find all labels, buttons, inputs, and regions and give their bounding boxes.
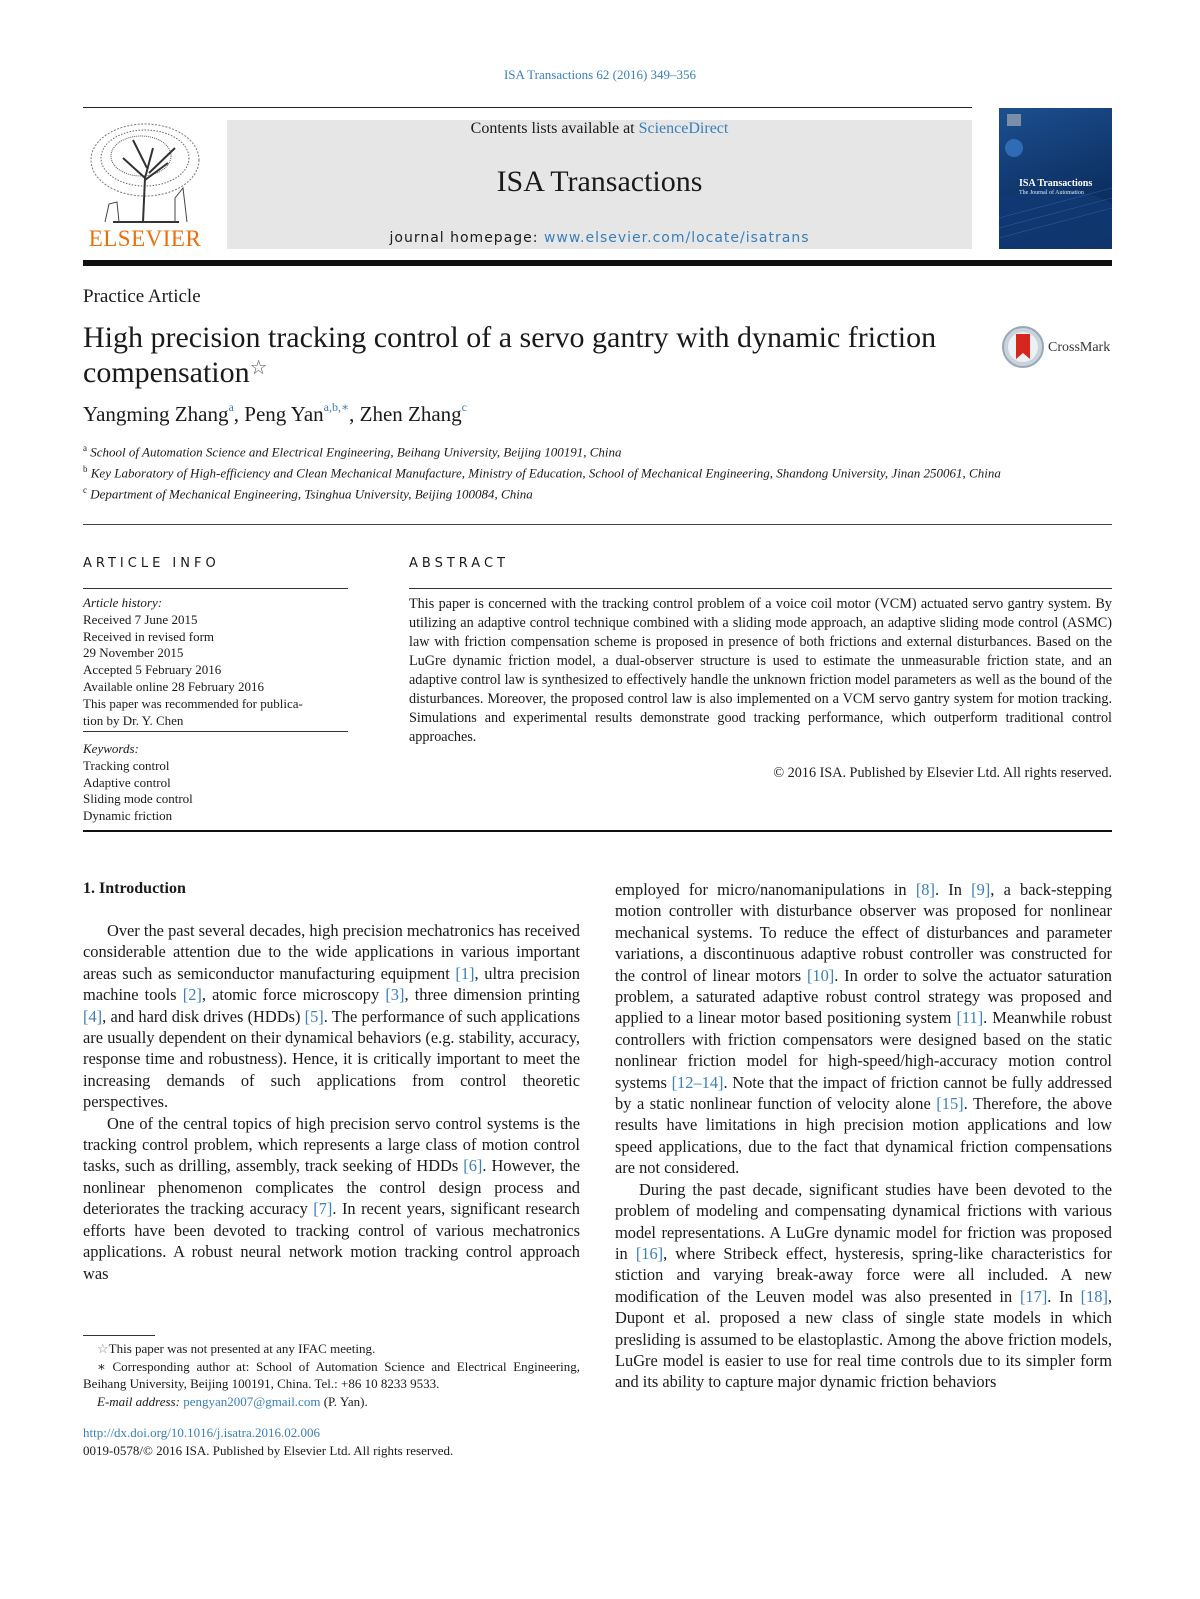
homepage-line	[227, 230, 972, 246]
journal-name: ISA Transactions	[496, 165, 703, 198]
citation-link[interactable]: [16]	[635, 1243, 664, 1263]
article-title-text: High precision tracking control of a servo gantry with dynamic friction compensation	[83, 321, 937, 389]
paragraph	[615, 879, 1112, 1179]
cover-title: ISA Transactions	[1019, 178, 1093, 189]
title-footnote-mark[interactable]: ☆	[249, 357, 268, 379]
paragraph-text: . In recent years, significant research efforts have been devoted to tracking control of various mechatronics applications. A robust neural network motion tracking control approach was	[83, 1199, 580, 1283]
keywords	[83, 741, 348, 825]
history-line: Received 7 June 2015	[83, 611, 198, 627]
footnotes	[83, 1340, 580, 1410]
email-suffix: (P. Yan).	[320, 1393, 368, 1409]
citation-link[interactable]: [18]	[1080, 1286, 1108, 1306]
crossmark-badge[interactable]	[1001, 325, 1117, 369]
divider	[409, 588, 1112, 589]
divider	[83, 731, 348, 732]
citation-link[interactable]: [12–14]	[671, 1072, 724, 1092]
history-label: Article history:	[83, 595, 163, 610]
article-title	[83, 320, 963, 390]
crossmark-icon	[1001, 325, 1045, 369]
article-history	[83, 595, 348, 729]
elsevier-tree-icon	[83, 118, 207, 226]
author-name: Yangming Zhang	[83, 402, 229, 426]
citation-link[interactable]: [1]	[455, 963, 475, 983]
citation-link[interactable]: [5]	[304, 1006, 324, 1026]
citation-link[interactable]: [10]	[806, 965, 835, 985]
journal-banner	[227, 120, 972, 249]
footnote-rule	[83, 1335, 155, 1336]
affiliation-mark: b	[83, 463, 88, 474]
running-citation[interactable]: ISA Transactions 62 (2016) 349–356	[503, 67, 697, 82]
paragraph-text: , a back-stepping motion controller with disturbance observer was proposed for nonlinear mechanical systems. To reduce the effect of disturbances and parameter variations, a discontinuous adaptive robust controller was constructed for the control of linear motors	[615, 880, 1112, 985]
paragraph-text: . In	[934, 880, 972, 899]
keyword: Tracking control	[83, 757, 170, 773]
footnote	[83, 1358, 580, 1393]
header-rule	[83, 107, 972, 108]
history-line: Available online 28 February 2016	[83, 678, 264, 694]
citation-link[interactable]: [4]	[83, 1006, 103, 1026]
article-info-heading: ARTICLE INFO	[83, 556, 220, 571]
paragraph-text: Over the past several decades, high precision mechatronics has received considerable attention due to the wide applications in various important areas such as semiconductor manufacturing equipment	[83, 921, 580, 983]
citation-link[interactable]: [9]	[971, 880, 991, 899]
keyword: Dynamic friction	[83, 808, 173, 824]
citation-link[interactable]: [11]	[956, 1008, 984, 1028]
citation-link[interactable]: [8]	[915, 880, 935, 899]
sciencedirect-link[interactable]: ScienceDirect	[638, 120, 729, 137]
author-name: Peng Yan	[244, 402, 324, 426]
cover-subtitle: The Journal of Automation	[1019, 190, 1084, 196]
crossmark-label: CrossMark	[1048, 340, 1111, 355]
paragraph	[83, 920, 580, 1113]
contents-line	[227, 120, 972, 138]
affiliation-text: School of Automation Science and Electrical Engineering, Beihang University, Beijing 100191, China	[90, 444, 622, 460]
paragraph-text: . In	[1047, 1286, 1081, 1306]
history-line: tion by Dr. Y. Chen	[83, 712, 184, 728]
paragraph-text: One of the central topics of high precision servo control systems is the tracking control problem, which represents a large class of motion control tasks, such as drilling, assembly, track seeking of HDDs	[83, 1113, 580, 1176]
affiliation-text: Key Laboratory of High-efficiency and Clean Mechanical Manufacture, Ministry of Education, School of Mechanical Engineering, Shandong University, Jinan 250061, China	[90, 465, 1001, 481]
homepage-link[interactable]: www.elsevier.com/locate/isatrans	[543, 230, 810, 246]
paragraph-text: . Note that the impact of friction cannot be fully addressed by a static nonlinear function of velocity alone	[615, 1072, 1113, 1114]
citation-link[interactable]: [2]	[182, 985, 202, 1005]
doi-block	[83, 1424, 453, 1459]
journal-cover-image[interactable]	[999, 108, 1112, 249]
paragraph-text: , Dupont et al. proposed a new class of single state models in which presliding is assumed to be elastoplastic. Among the above friction models, LuGre model is easier to use for real time controls due to its simpler form and its ability to capture major dynamic friction behaviors	[615, 1286, 1113, 1392]
email-label: E-mail address:	[97, 1393, 184, 1409]
keyword: Sliding mode control	[83, 791, 193, 807]
footnote-text: Corresponding author at: School of Automation Science and Electrical Engineering, Beihang University, Beijing 100191, China. Tel.: +86 10 8233 9533.	[83, 1358, 581, 1391]
affiliation	[83, 482, 1013, 503]
article-type: Practice Article	[83, 286, 201, 307]
footnote	[83, 1393, 580, 1411]
abstract-heading: ABSTRACT	[409, 556, 509, 571]
history-line: 29 November 2015	[83, 645, 184, 661]
abstract-copyright: © 2016 ISA. Published by Elsevier Ltd. All rights reserved.	[773, 765, 1112, 781]
author-affil-link[interactable]: a,b,∗	[323, 400, 350, 414]
affiliations	[83, 440, 1013, 502]
paragraph-text: , atomic force microscopy	[201, 985, 386, 1005]
keywords-label: Keywords:	[83, 741, 139, 756]
issn-line: 0019-0578/© 2016 ISA. Published by Elsevier Ltd. All rights reserved.	[83, 1442, 454, 1458]
paragraph-text: . However, the nonlinear phenomenon complicates the control design process and deteriorates the tracking accuracy	[83, 1156, 580, 1219]
paragraph-text: . The performance of such applications are usually dependent on their dynamical behaviors (e.g. stability, accuracy, response time and robustness). Hence, it is critically important to meet the increasing demands of such applications from control theoretic perspectives.	[83, 1006, 580, 1112]
history-line: Accepted 5 February 2016	[83, 662, 222, 678]
citation-link[interactable]: [3]	[385, 985, 405, 1005]
affiliation-mark: a	[83, 443, 87, 453]
section-heading: 1. Introduction	[83, 880, 186, 897]
paragraph-text: , and hard disk drives (HDDs)	[102, 1006, 305, 1026]
paragraph-text: . Meanwhile robust controllers with friction compensators were designed based on the static nonlinear friction model for high-speed/high-accuracy motion control systems	[615, 1008, 1112, 1092]
homepage-prefix: journal homepage:	[389, 230, 544, 246]
footnote	[83, 1340, 580, 1358]
citation-link[interactable]: [6]	[463, 1156, 483, 1176]
elsevier-wordmark: ELSEVIER	[88, 226, 202, 251]
paragraph-text: , three dimension printing	[404, 985, 581, 1005]
doi-link[interactable]: http://dx.doi.org/10.1016/j.isatra.2016.02.006	[83, 1425, 321, 1440]
affiliation	[83, 440, 1013, 461]
citation-link[interactable]: [15]	[936, 1094, 964, 1114]
footnote-text: This paper was not presented at any IFAC meeting.	[108, 1341, 376, 1356]
email-link[interactable]: pengyan2007@gmail.com	[183, 1393, 321, 1409]
divider	[83, 588, 348, 589]
citation-link[interactable]: [7]	[313, 1199, 333, 1219]
paragraph	[83, 1113, 580, 1284]
footnote-mark: ☆	[97, 1341, 109, 1356]
citation-link[interactable]: [17]	[1019, 1286, 1048, 1306]
header-thick-rule	[83, 260, 1112, 266]
affiliation-mark: c	[83, 484, 87, 495]
paragraph-text: . In order to solve the actuator saturation problem, a saturated adaptive robust control strategy was proposed and applied to a linear motor based positioning system	[615, 965, 1112, 1028]
keyword: Adaptive control	[83, 774, 171, 790]
affiliation-text: Department of Mechanical Engineering, Tsinghua University, Beijing 100084, China	[90, 485, 533, 501]
author-affil-link[interactable]: c	[461, 400, 467, 414]
divider	[83, 524, 1112, 525]
author-name: Zhen Zhang	[359, 402, 462, 426]
affiliation	[83, 461, 1013, 482]
body-column-left	[83, 920, 580, 1284]
paragraph-text: . Therefore, the above results have limitations in high precision motion applications and low speed applications, due to the fact that dynamical friction compensations are not considered.	[615, 1094, 1112, 1178]
paragraph-text: , ultra precision machine tools	[83, 963, 580, 1005]
footnote-mark: ∗	[97, 1358, 106, 1374]
history-line: This paper was recommended for publica-	[83, 695, 303, 711]
paragraph-text: During the past decade, significant studies have been devoted to the problem of modeling and compensating dynamical frictions with various model representations. A LuGre dynamic model for friction was proposed in	[615, 1179, 1112, 1263]
author-list: Yangming Zhang$^a$, Peng Yan$^{a,b,∗}$, Zhen Zhang$^c$	[83, 400, 467, 426]
history-line: Received in revised form	[83, 628, 215, 644]
contents-prefix: Contents lists available at	[470, 120, 639, 137]
paragraph-text: , where Stribeck effect, hysteresis, spring-like characteristics for stiction and varying break-away force were all included. A new modification of the Leuven model was also presented in	[615, 1243, 1112, 1306]
abstract-text: This paper is concerned with the tracking control problem of a voice coil motor (VCM) actuated servo gantry system. By utilizing an adaptive control technique combined with a sliding mode approach, an adaptive sliding mode control (ASMC) law with friction compensation scheme is proposed in presence of both frictions and external disturbances. Based on the LuGre dynamic friction model, a dual-observer structure is used to estimate the unmeasurable friction state, and an adaptive control law is synthesized to effectively handle the unknown friction model parameters as well as the bound of the disturbances. Moreover, the proposed control law is also implemented on a VCM servo gantry system for motion tracking. Simulations and experimental results demonstrate good tracking performance, which outperform traditional control approaches.	[409, 596, 1112, 745]
paragraph	[615, 1179, 1112, 1393]
author-affil-link[interactable]: a	[228, 400, 234, 414]
body-column-right	[615, 879, 1112, 1393]
divider	[83, 830, 1112, 832]
paragraph-text: employed for micro/nanomanipulations in	[615, 880, 916, 899]
